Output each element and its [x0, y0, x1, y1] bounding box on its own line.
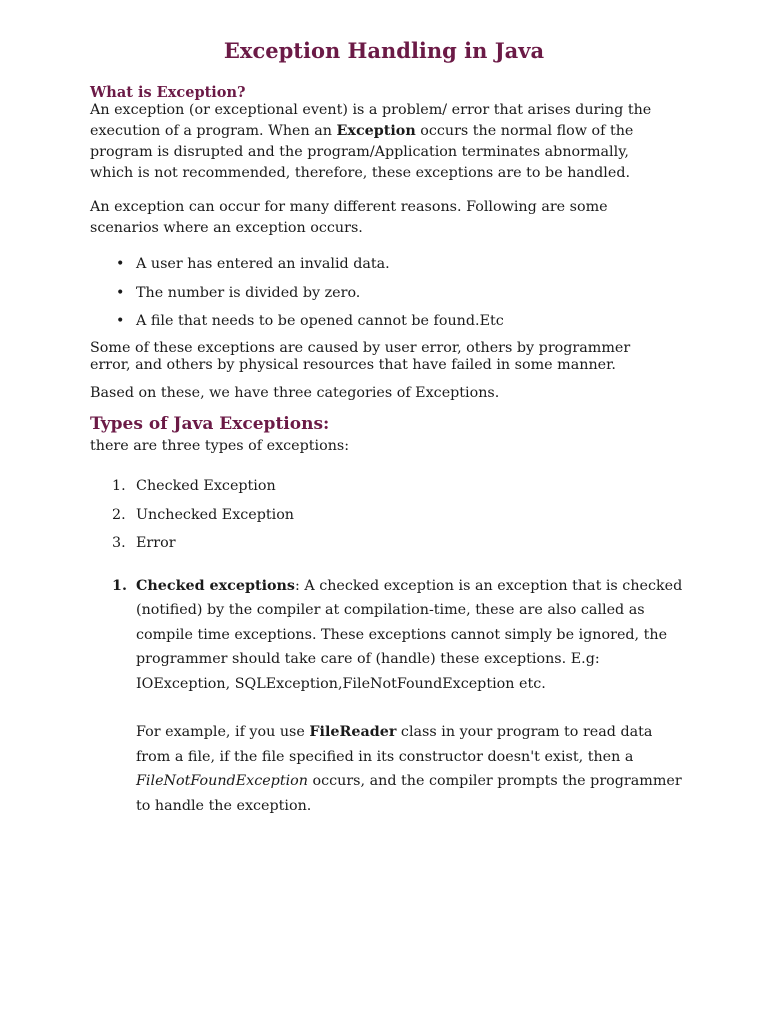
- paragraph-checked-definition: Checked exceptions: A checked exception is an exception that is checked (notified) by the compiler at compilation-time, these are also called as compile time exceptions. These exceptions cannot simply be ignored, the programmer should take care of (handle) these exceptions. E.g: IOException, SQLException,FileNotFoundException etc.: [136, 578, 683, 692]
- paragraph-categories: Based on these, we have three categories of Exceptions.: [90, 385, 500, 401]
- section-number: 1.: [112, 578, 127, 594]
- paragraph-reasons: An exception can occur for many different reasons. Following are some scenarios where an exception occurs.: [90, 199, 608, 236]
- paragraph-definition: An exception (or exceptional event) is a problem/ error that arises during the execution of a program. When an Exception occurs the normal flow of the program is disrupted and the program/Application terminates abnormally, which is not recommended, therefore, these exceptions are to be handled.: [90, 102, 652, 181]
- document-title: Exception Handling in Java: [223, 38, 545, 63]
- section-heading-types: Types of Java Exceptions:: [90, 414, 330, 434]
- bullet-icon: •: [116, 284, 125, 301]
- bold-term-exception: Exception: [336, 123, 416, 139]
- list-item: 2. Unchecked Exception: [112, 506, 295, 523]
- checked-exceptions-body: [136, 574, 690, 818]
- list-item: • The number is divided by zero.: [116, 284, 361, 301]
- bullet-icon: •: [116, 256, 125, 272]
- paragraph-filereader-example: For example, if you use FileReader class in your program to read data from a file, if the file specified in its constructor doesn't exist, then a FileNotFoundException occurs, and the compiler prompts the programmer to handle the exception.: [136, 724, 682, 814]
- bullet-icon: •: [116, 313, 125, 329]
- italic-term-exception: FileNotFoundException: [136, 773, 308, 790]
- section-heading-what-is-exception: What is Exception?: [90, 84, 246, 101]
- bold-term-filereader: FileReader: [309, 724, 397, 741]
- list-item: 1. Checked Exception: [112, 478, 276, 494]
- bullet-list-scenarios: [90, 254, 670, 340]
- numbered-list-types: [90, 476, 670, 562]
- paragraph-types-intro: there are three types of exceptions:: [90, 438, 350, 454]
- list-item: 3. Error: [112, 535, 176, 551]
- checked-exceptions-section: [90, 574, 690, 818]
- list-item: • A file that needs to be opened cannot be found.Etc: [116, 313, 504, 329]
- paragraph-causes: Some of these exceptions are caused by user error, others by programmer error, and others by physical resources that have failed in some manner.: [90, 340, 631, 373]
- list-item: • A user has entered an invalid data.: [116, 256, 390, 272]
- bold-term-checked: Checked exceptions: [136, 578, 295, 594]
